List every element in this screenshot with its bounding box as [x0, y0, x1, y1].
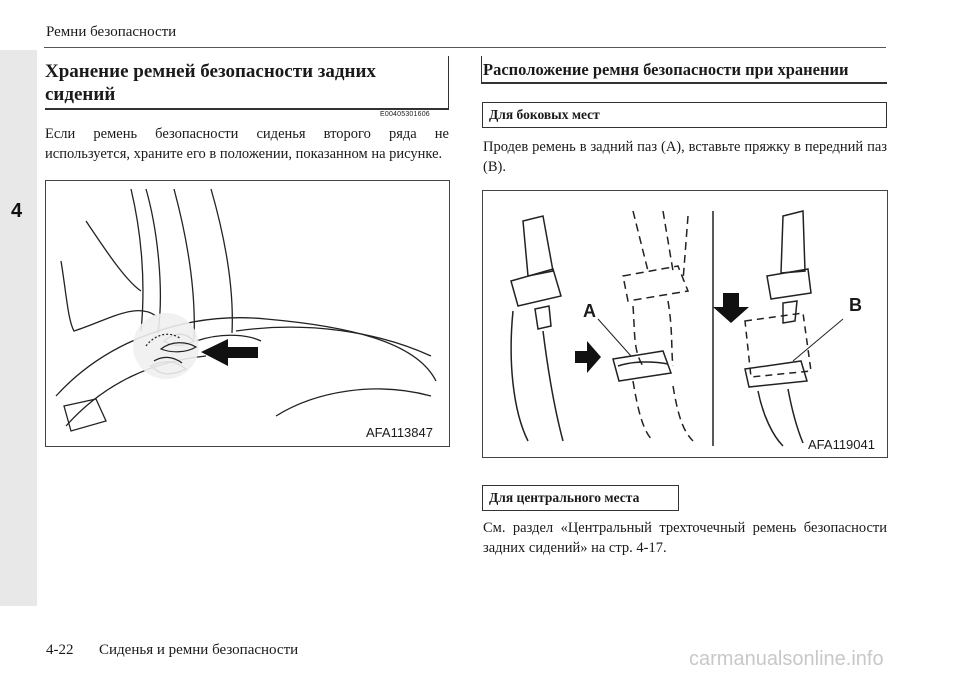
figure-seat-storage: [45, 180, 450, 447]
paragraph-right-2: См. раздел «Центральный трехточечный ремень безопасности задних сидений» на стр. 4-17.: [483, 520, 887, 556]
subheading-center-seat: Для центрального места: [482, 485, 679, 511]
chapter-tab: [0, 50, 37, 606]
seat-illustration: [46, 181, 449, 446]
arrow-icon: [201, 339, 258, 366]
header-rule: [44, 47, 886, 48]
footer-section: Сиденья и ремни безопасности: [99, 642, 299, 658]
section-heading-right: Расположение ремня безопасности при хранении: [483, 60, 849, 79]
heading-bracket-right: [481, 56, 482, 84]
figure-belt-storage: [482, 190, 888, 458]
page-number: 4-22: [46, 642, 74, 658]
arrow-down-icon: [713, 293, 749, 323]
callout-b: B: [849, 295, 862, 315]
heading-rule-left: [45, 108, 448, 110]
subheading-side-seats: Для боковых мест: [482, 102, 887, 128]
heading-bracket-left: [448, 56, 449, 110]
watermark: carmanualsonline.info: [689, 648, 884, 670]
heading-rule-right: [481, 82, 887, 84]
figure-label-left: AFA113847: [366, 425, 433, 440]
callout-a: A: [583, 301, 596, 321]
belt-illustration: [483, 191, 887, 457]
section-code: E00405301606: [380, 111, 430, 118]
section-heading-left: Хранение ремней безопасности задних сидений: [45, 61, 376, 105]
paragraph-right-1: Продев ремень в задний паз (A), вставьте пряжку в передний паз (B).: [483, 139, 887, 175]
page-footer: [46, 642, 298, 659]
running-header: Ремни безопасности: [46, 24, 177, 40]
chapter-number: 4: [11, 200, 23, 222]
figure-label-right: AFA119041: [808, 437, 875, 452]
paragraph-left: Если ремень безопасности сиденья второго ряда не используется, храните его в положении, показанном на рисунке.: [45, 126, 449, 162]
arrow-right-icon: [575, 341, 601, 373]
